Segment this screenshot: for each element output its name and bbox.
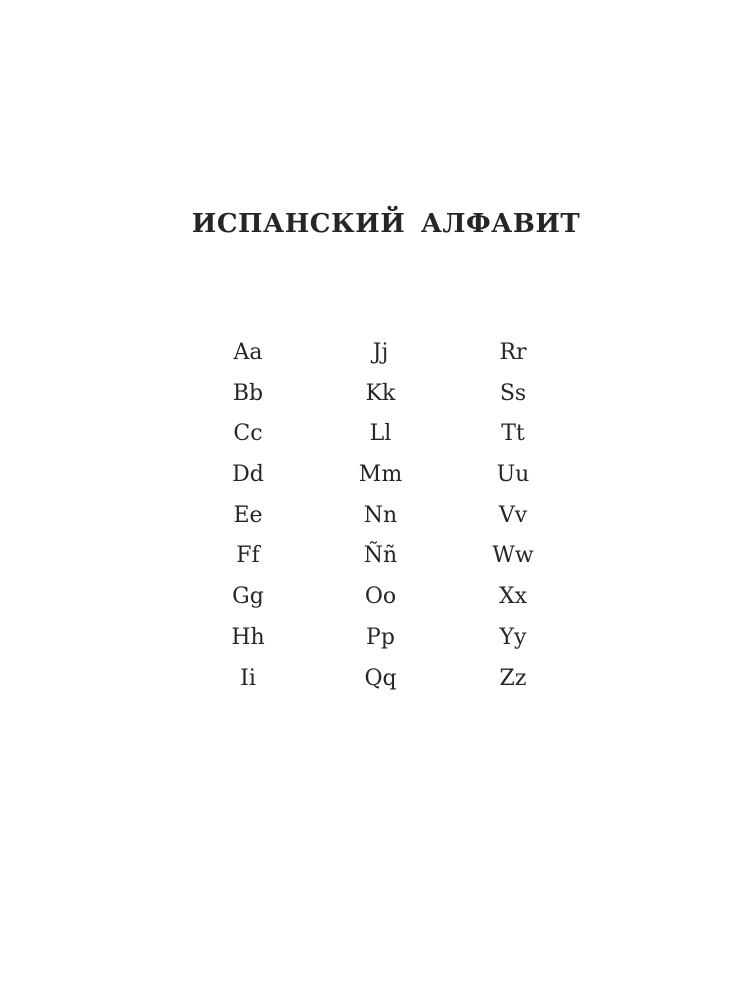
page-title: ИСПАНСКИЙ АЛФАВИТ	[191, 209, 581, 239]
letter-pair: Rr	[499, 340, 527, 365]
letter-pair: Qq	[364, 665, 397, 691]
letter-pair: Aa	[233, 340, 263, 365]
letter-pair: Ss	[499, 380, 527, 406]
letter-pair: Ii	[240, 665, 256, 691]
letter-pair: Dd	[232, 462, 264, 488]
letter-pair: Gg	[232, 584, 264, 610]
letter-pair: Hh	[231, 624, 265, 650]
letter-pair: Nn	[363, 502, 398, 528]
letter-pair: Ee	[233, 502, 263, 528]
letter-pair: Kk	[365, 380, 396, 406]
alphabet-table	[183, 333, 578, 699]
alphabet-column-3	[448, 333, 578, 699]
letter-pair: Mm	[358, 462, 403, 488]
letter-pair: Yy	[499, 624, 527, 650]
alphabet-column-1	[183, 333, 313, 699]
letter-pair: Oo	[364, 584, 397, 610]
letter-pair: Bb	[232, 380, 264, 406]
letter-pair: Uu	[496, 462, 530, 488]
letter-pair: Zz	[499, 665, 527, 691]
letter-pair: Ññ	[363, 543, 398, 569]
letter-pair: Ll	[369, 421, 392, 447]
letter-pair: Xx	[498, 584, 528, 610]
alphabet-column-2	[316, 333, 446, 699]
letter-pair: Pp	[366, 624, 395, 650]
letter-pair: Tt	[501, 421, 525, 447]
letter-pair: Cc	[233, 421, 263, 447]
letter-pair: Vv	[498, 502, 528, 528]
letter-pair: Ww	[492, 543, 534, 569]
letter-pair: Ff	[236, 543, 260, 569]
letter-pair: Jj	[372, 340, 389, 365]
